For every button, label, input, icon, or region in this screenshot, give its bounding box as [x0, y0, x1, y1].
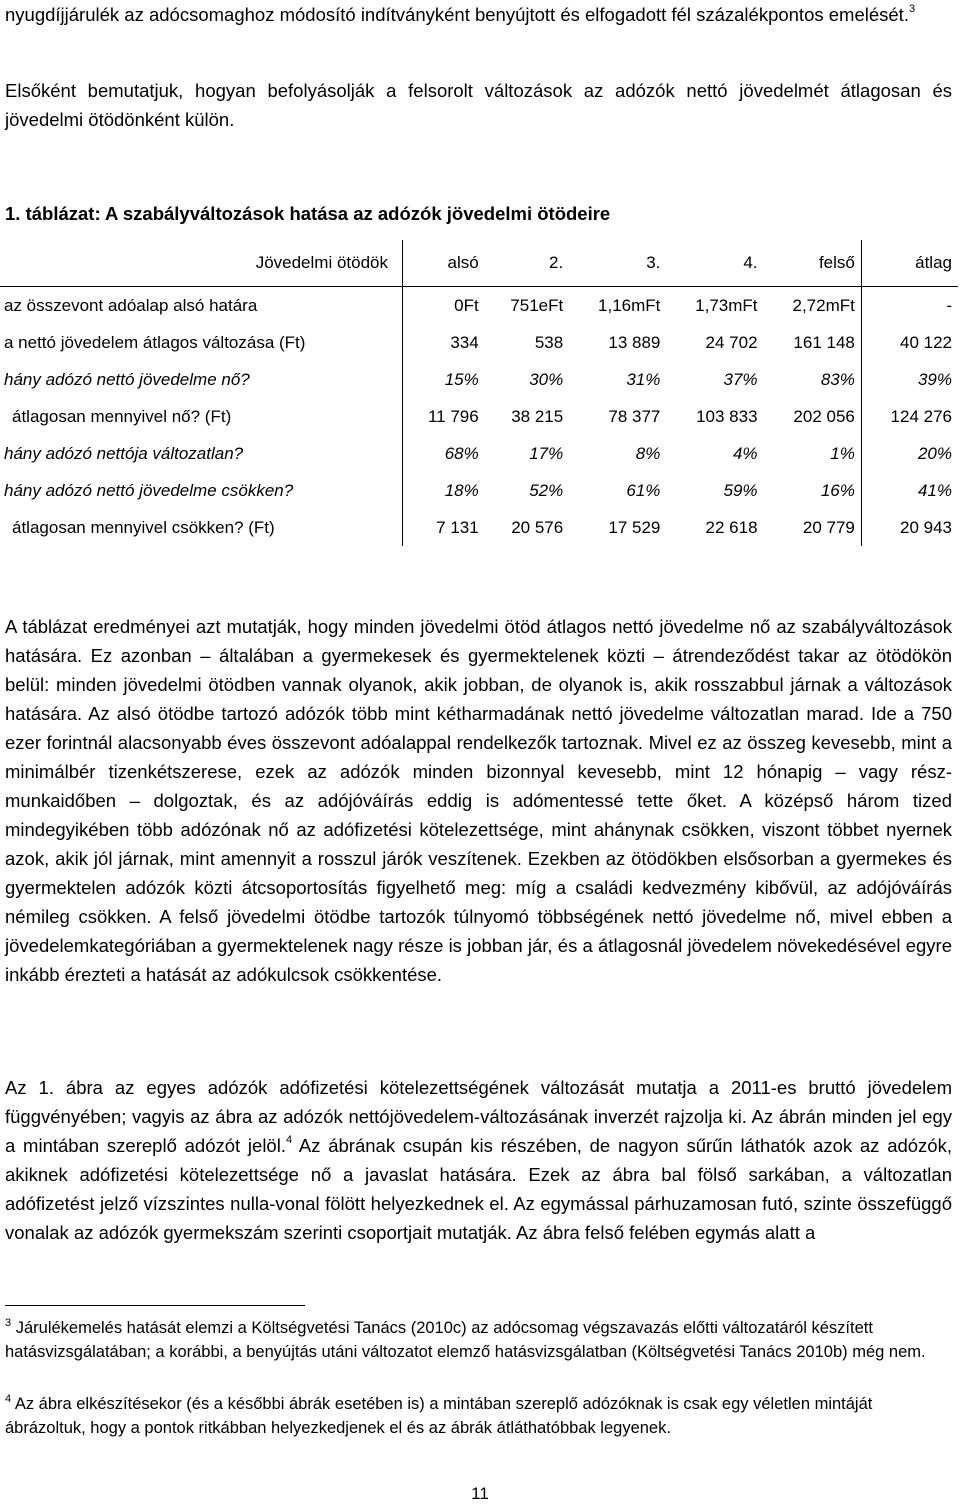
column-header: 3.: [646, 253, 661, 272]
table-cell: 2,72mFt: [764, 287, 862, 325]
row-label: az összevont adóalap alsó határa: [4, 295, 258, 315]
table-cell: 0Ft: [403, 287, 485, 325]
table-cell: 78 377: [608, 406, 661, 426]
table-cell: 38 215: [511, 406, 564, 426]
intro-paragraph: [5, 0, 952, 29]
table-cell: 4%: [732, 443, 758, 463]
footnote-number: 4: [5, 1392, 12, 1405]
table-row: [0, 324, 958, 361]
table-cell: 31%: [626, 369, 661, 389]
table-cell: 161 148: [764, 324, 862, 361]
footnote-separator: [5, 1305, 305, 1306]
table-cell: 68%: [403, 435, 485, 472]
results-table: [0, 240, 958, 546]
table-cell: 20%: [917, 443, 952, 463]
table-row: [0, 509, 958, 546]
table-intro-paragraph: Elsőként bemutatjuk, hogyan befolyásolják a felsorolt változások az adózók nettó jövedelmét átlagosan és jövedelmi ötödönként külön.: [5, 80, 952, 130]
table-cell: 202 056: [764, 398, 862, 435]
table-cell: 1,73mFt: [695, 295, 758, 315]
column-header: 2.: [549, 253, 564, 272]
table-cell: 52%: [529, 480, 564, 500]
table-cell: 22 618: [705, 517, 758, 537]
table-cell: 17 529: [608, 517, 661, 537]
footnote-ref-3[interactable]: 3: [908, 2, 916, 15]
table-title: 1. táblázat: A szabályváltozások hatása az adózók jövedelmi ötödeire: [5, 203, 611, 224]
figure-text-part1: Az 1. ábra az egyes adózók adófizetési kötelezettségének változását mutatja a 2011-es bruttó jövedelem függvényében; vagyis az ábra az adózók nettójövedelem-változásának inverzét rajzolja ki. Az ábrán minden jel egy a mintában szereplő adózót jelöl.: [5, 1077, 952, 1156]
table-cell: 37%: [723, 369, 758, 389]
row-label: átlagosan mennyivel csökken? (Ft): [12, 517, 275, 537]
table-cell: 1%: [764, 435, 862, 472]
page-number: 11: [471, 1484, 489, 1503]
table-cell: 334: [403, 324, 485, 361]
table-cell: 751eFt: [510, 295, 564, 315]
table-row: [0, 472, 958, 509]
table-cell: 1,16mFt: [598, 295, 661, 315]
figure-text-part2: Az ábrának csupán kis részében, de nagyon sűrűn láthatók azok az adózók, akiknek adófizetési kötelezettsége nő a javaslat hatására. Ezek az ábra bal fölső sarkában, a változatlan adófizetést jelző vízszintes nulla-vonal fölött helyezkednek el. Az egymással párhuzamosan futó, szinte összefüggő vonalak az adózók gyermekszám szerinti csoportjait mutatják. Az ábra felső felében egymás alatt a: [5, 1135, 952, 1243]
table-row: [0, 435, 958, 472]
footnote-text: Járulékemelés hatását elemzi a Költségvetési Tanács (2010c) az adócsomag végszavazás előtti változatáról készített hatásvizsgálatában; a korábbi, a benyújtás utáni változatot elemző hatásvizsgálatban (Költségvetési Tanács 2010b) még nem.: [5, 1319, 926, 1361]
column-header: alsó: [403, 240, 485, 287]
table-cell: 8%: [635, 443, 661, 463]
table-cell: 17%: [529, 443, 564, 463]
table-cell: 20 779: [764, 509, 862, 546]
table-cell: 11 796: [403, 398, 485, 435]
table-cell: 7 131: [403, 509, 485, 546]
footnote-number: 3: [5, 1316, 12, 1329]
table-cell: 41%: [917, 480, 952, 500]
intro-text: nyugdíjjárulék az adócsomaghoz módosító indítványként benyújtott és elfogadott fél százalékpontos emelését.: [5, 4, 909, 25]
table-cell: 538: [534, 332, 564, 352]
table-cell: 13 889: [608, 332, 661, 352]
table-cell: 124 276: [890, 406, 952, 426]
table-cell: 39%: [917, 369, 952, 389]
header-label: Jövedelmi ötödök: [255, 253, 388, 272]
table-row: [0, 361, 958, 398]
table-cell: 24 702: [705, 332, 758, 352]
footnote-3: [5, 1316, 950, 1364]
row-label: a nettó jövedelem átlagos változása (Ft): [4, 332, 306, 352]
table-row: [0, 398, 958, 435]
footnote-text: Az ábra elkészítésekor (és a későbbi ábrák esetében is) a mintában szereplő adózóknak is csak egy véletlen mintáját ábrázoltuk, hogy a pontok ritkábban helyezkedjenek el és az ábrák átláthatóbbak legyenek.: [5, 1395, 873, 1437]
footnote-ref-4[interactable]: 4: [285, 1133, 293, 1146]
figure-paragraph: [5, 1073, 952, 1247]
results-paragraph: A táblázat eredményei azt mutatják, hogy minden jövedelmi ötöd átlagos nettó jövedelme nő az szabályváltozások hatására. Ez azonban – általában a gyermekesek és gyermektelenek közti – átrendeződést takar az ötödökön belül: minden jövedelmi ötödben vannak olyanok, akik jobban, de olyanok is, akik rosszabbul járnak a változások hatására. Az alsó ötödbe tartozó adózók több mint kétharmadának nettó jövedelme változatlan marad. Ide a 750 ezer forintnál alacsonyabb éves összevont adóalappal rendelkezők tartoznak. Mivel ez az összeg kevesebb, mint a minimálbér tizenkétszerese, ezek az adózók minden bizonnyal kevesebb, mint 12 hónapig – vagy rész-munkaidőben – dolgoztak, és az adójóváírás eddig is adómentessé tette őket. A középső három tized mindegyikében több adózónak nő az adófizetési kötelezettsége, mint ahánynak csökken, viszont többet nyernek azok, akik jól járnak, mint amennyit a rosszul járók veszítenek. Ezekben az ötödökben elsősorban a gyermekes és gyermektelen adózók közti átcsoportosítás figyelhető meg: míg a családi kedvezmény kibővül, az adójóváírás némileg csökken. A felső jövedelmi ötödbe tartozók túlnyomó többségének nettó jövedelme nő, mivel ebben a jövedelemkategóriában a gyermektelenek nagy része is jobban jár, és a átlagosnál jövedelem növekedésével egyre inkább érezteti a hatását az adókulcsok csökkentése.: [5, 616, 952, 985]
table-cell: 59%: [723, 480, 758, 500]
row-label: hány adózó nettója változatlan?: [4, 443, 244, 463]
table-cell: 61%: [626, 480, 661, 500]
table-cell: 18%: [403, 472, 485, 509]
table-header-row: [0, 240, 958, 287]
table-row: [0, 287, 958, 325]
footnote-4: [5, 1392, 950, 1440]
table-cell: 20 576: [511, 517, 564, 537]
table-cell: 20 943: [900, 517, 952, 537]
column-header: 4.: [743, 253, 758, 272]
table-cell: 30%: [529, 369, 564, 389]
row-label: hány adózó nettó jövedelme nő?: [4, 369, 250, 389]
row-label: hány adózó nettó jövedelme csökken?: [4, 480, 294, 500]
table-cell: 16%: [764, 472, 862, 509]
table-cell: 83%: [764, 361, 862, 398]
table-cell: -: [946, 295, 952, 315]
table-cell: 15%: [403, 361, 485, 398]
row-label: átlagosan mennyivel nő? (Ft): [12, 406, 232, 426]
table-cell: 103 833: [696, 406, 758, 426]
table-cell: 40 122: [900, 332, 952, 352]
column-header: felső: [764, 240, 862, 287]
column-header: átlag: [915, 253, 952, 272]
